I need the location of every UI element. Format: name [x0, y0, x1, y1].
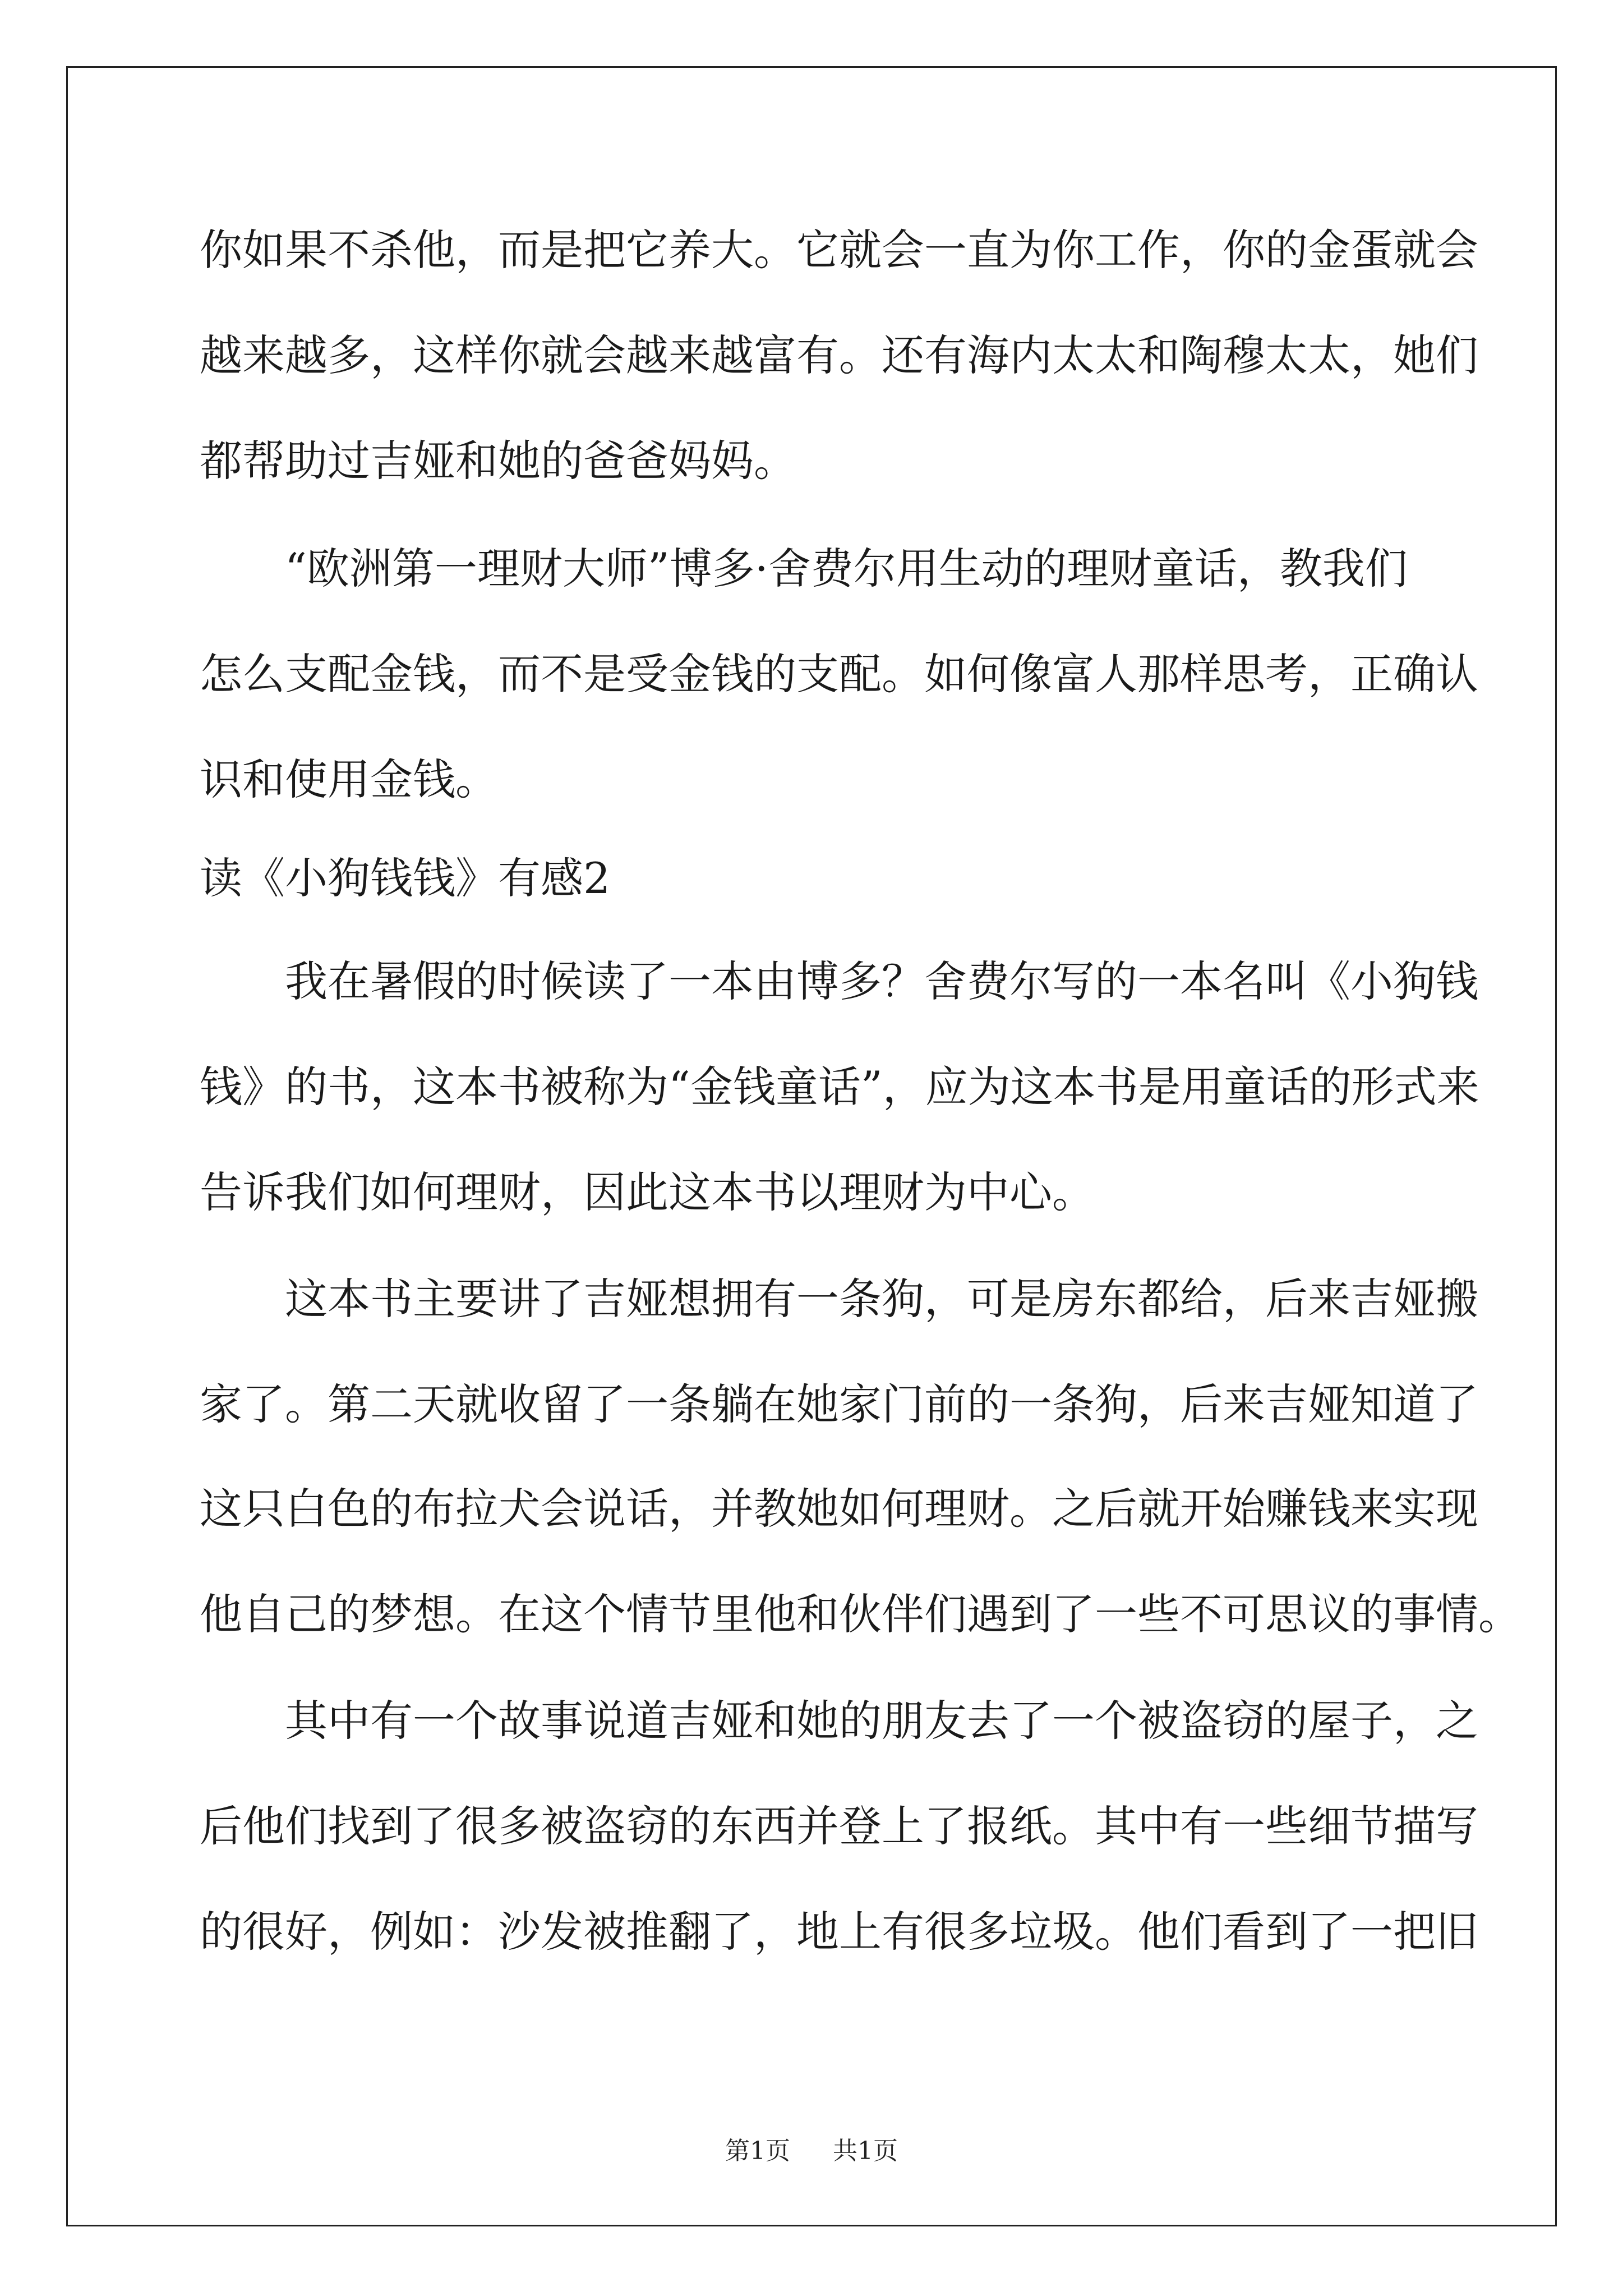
text-line: 怎么支配金钱，而不是受金钱的支配。如何像富人那样思考，正确认: [200, 649, 1478, 699]
text-line: 我在暑假的时候读了一本由博多？舍费尔写的一本名叫《小狗钱: [200, 956, 1478, 1006]
text-line: 你如果不杀他，而是把它养大。它就会一直为你工作，你的金蛋就会: [200, 225, 1478, 275]
page-number: 第1页: [725, 2137, 790, 2165]
text-line: 后他们找到了很多被盗窃的东西并登上了报纸。其中有一些细节描写: [200, 1801, 1478, 1851]
page-total: 共1页: [833, 2137, 898, 2165]
text-line: 其中有一个故事说道吉娅和她的朋友去了一个被盗窃的屋子，之: [200, 1696, 1478, 1746]
text-line: 他自己的梦想。在这个情节里他和伙伴们遇到了一些不可思议的事情。: [200, 1589, 1521, 1639]
text-line: 这只白色的布拉犬会说话，并教她如何理财。之后就开始赚钱来实现: [200, 1484, 1478, 1534]
text-line: 告诉我们如何理财，因此这本书以理财为中心。: [200, 1167, 1095, 1217]
text-line: 钱》的书，这本书被称为“金钱童话”，应为这本书是用童话的形式来: [200, 1062, 1479, 1112]
text-line: “欧洲第一理财大师”博多·舍费尔用生动的理财童话，教我们: [200, 544, 1408, 593]
section-heading: 读《小狗钱钱》有感2: [200, 853, 611, 903]
page-footer: [0, 2134, 1623, 2168]
page-border: [66, 66, 1557, 2226]
text-line: 的很好，例如：沙发被推翻了，地上有很多垃圾。他们看到了一把旧: [200, 1907, 1478, 1957]
text-line: 都帮助过吉娅和她的爸爸妈妈。: [200, 436, 796, 486]
text-line: 这本书主要讲了吉娅想拥有一条狗，可是房东都给，后来吉娅搬: [200, 1274, 1478, 1324]
text-line: 识和使用金钱。: [200, 754, 498, 804]
text-line: 越来越多，这样你就会越来越富有。还有海内太太和陶穆太太，她们: [200, 330, 1478, 380]
text-line: 家了。第二天就收留了一条躺在她家门前的一条狗，后来吉娅知道了: [200, 1379, 1478, 1429]
